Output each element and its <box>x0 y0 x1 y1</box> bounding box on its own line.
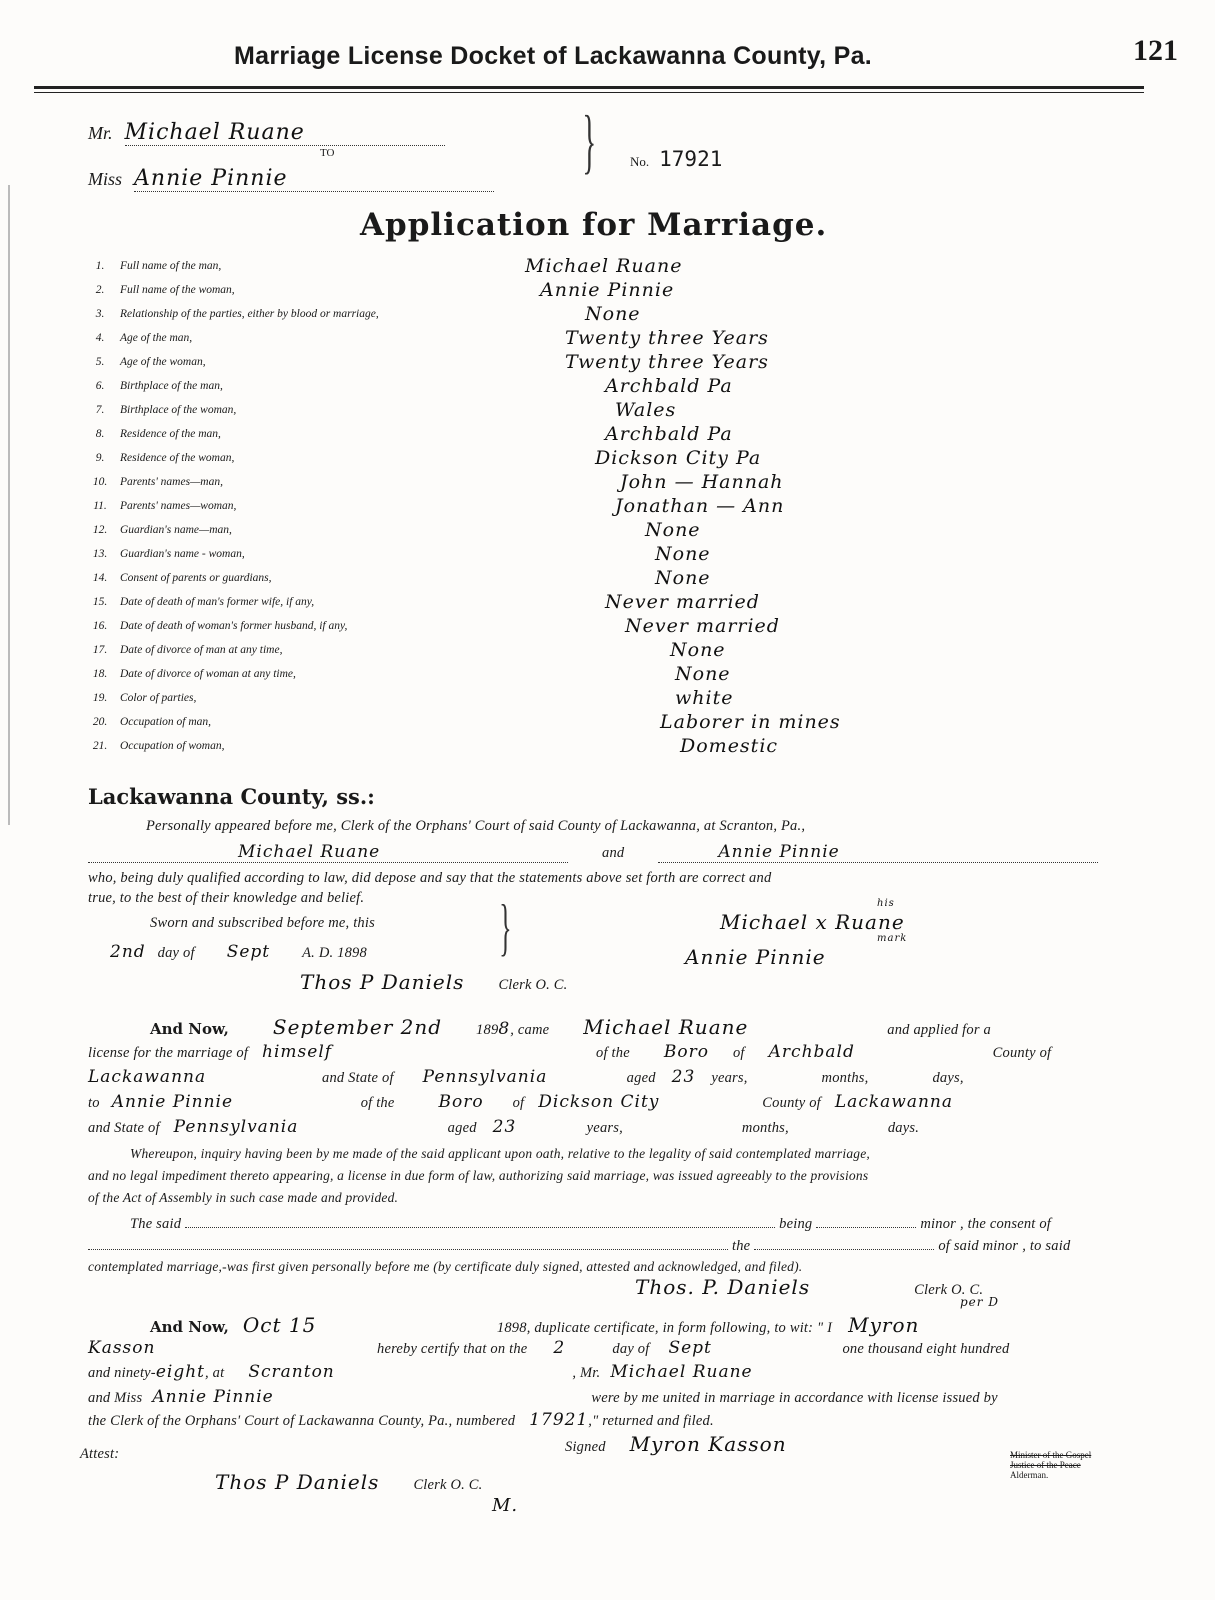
title-minister: Minister of the Gospel <box>1010 1450 1092 1460</box>
question-item: 11. Parents' names—woman, <box>93 500 237 512</box>
answer-item: None <box>655 567 711 589</box>
license-months2: months, <box>741 1120 789 1136</box>
contemplated-line: contemplated marriage,-was first given personally before me (by certificate duly signed, attested and acknowledged, and filed). <box>88 1259 803 1274</box>
license-to: to <box>88 1095 100 1111</box>
license-came-name: Michael Ruane <box>583 1015 749 1039</box>
attest-initials: M. <box>492 1495 519 1516</box>
answer-item: Laborer in mines <box>660 711 841 733</box>
license-county-of1: County of <box>992 1045 1052 1061</box>
answer-item: Archbald Pa <box>605 375 733 397</box>
clerk-label: Clerk O. C. <box>498 977 568 993</box>
clerk-label-2: Clerk O. C. <box>914 1282 984 1298</box>
sworn-day-of: day of <box>157 945 195 961</box>
miss-line <box>88 166 494 192</box>
license-came: , came <box>510 1022 550 1038</box>
license-aged2: aged <box>447 1120 477 1136</box>
question-item: 15. Date of death of man's former wife, if any, <box>92 596 315 608</box>
cert-line1 <box>150 1313 919 1337</box>
affidavit-line3: true, to the best of their knowledge and belief. <box>88 890 365 906</box>
license-town2: Dickson City <box>538 1092 660 1112</box>
cert-place: Scranton <box>248 1362 335 1382</box>
license-clerk <box>635 1275 983 1299</box>
cert-line3 <box>88 1362 753 1382</box>
answer-item: None <box>645 519 701 541</box>
question-item: 5. Age of the woman, <box>95 356 206 368</box>
cert-signed-line <box>565 1432 787 1456</box>
attest-clerk: Clerk O. C. <box>413 1477 483 1493</box>
cert-at: , at <box>205 1365 225 1381</box>
license-state1: Pennsylvania <box>422 1067 548 1087</box>
cert-ninety-hand: eight <box>155 1362 206 1382</box>
cert-and-now: And Now, <box>150 1318 229 1336</box>
question-item: 10. Parents' names—man, <box>92 476 223 488</box>
license-age1: 23 <box>671 1067 696 1087</box>
affidavit-name-woman: Annie Pinnie <box>658 842 1098 863</box>
license-of-the2: of the <box>360 1095 395 1111</box>
cert-and-miss: and Miss <box>88 1390 143 1406</box>
question-item: 8. Residence of the man, <box>95 428 221 440</box>
question-item: 20. Occupation of man, <box>92 716 212 728</box>
the-label: the <box>732 1238 751 1254</box>
said-label: The said <box>130 1216 182 1232</box>
affidavit-names-line <box>88 842 1098 863</box>
cert-date: Oct 15 <box>242 1313 317 1337</box>
sworn-text: Sworn and subscribed before me, this <box>150 915 375 931</box>
cert-groom: Michael Ruane <box>610 1362 753 1382</box>
license-year-prefix: 189 <box>476 1022 499 1038</box>
cert-month: Sept <box>668 1338 712 1358</box>
mr-label: Mr. <box>88 123 113 143</box>
cert-signature: Myron Kasson <box>629 1432 787 1456</box>
whereupon-line2: and no legal impediment thereto appearing, a license in due form of law, authorizing said marriage, was issued agreeably to the provisions <box>88 1168 869 1183</box>
license-woman-name: Annie Pinnie <box>111 1092 234 1112</box>
question-item: 13. Guardian's name - woman, <box>92 548 245 560</box>
question-item: 19. Color of parties, <box>92 692 197 704</box>
license-boro2: Boro <box>438 1092 484 1112</box>
to-said-label: , to said <box>1022 1238 1071 1254</box>
cert-one-thousand: one thousand eight hundred <box>842 1341 1010 1357</box>
attest-signature: Thos P Daniels <box>215 1470 380 1494</box>
answer-item: Never married <box>605 591 760 613</box>
attest-label: Attest: <box>80 1446 120 1462</box>
attest-line <box>215 1470 483 1494</box>
license-applied: and applied for a <box>887 1022 991 1038</box>
license-county2: Lackawanna <box>834 1092 953 1112</box>
margin-line <box>8 185 10 825</box>
license-state2: Pennsylvania <box>173 1117 299 1137</box>
license-of2: of <box>512 1095 525 1111</box>
answer-item: white <box>675 687 734 709</box>
signature-woman: Annie Pinnie <box>685 945 826 969</box>
license-line4 <box>88 1092 953 1112</box>
cert-signed-label: Signed <box>565 1439 606 1455</box>
clerk-signature: Thos P Daniels <box>300 970 465 994</box>
license-age2: 23 <box>492 1117 517 1137</box>
answer-item: Domestic <box>680 735 779 757</box>
title-justice: Justice of the Peace <box>1010 1460 1081 1470</box>
cert-duplicate: , duplicate certificate, in form following, to wit: " I <box>526 1320 833 1336</box>
sworn-month: Sept <box>226 942 271 962</box>
header-rule-thin <box>34 92 1144 93</box>
answer-item: Michael Ruane <box>525 255 683 277</box>
no-value: 17921 <box>659 147 723 171</box>
question-item: 21. Occupation of woman, <box>92 740 225 752</box>
question-item: 12. Guardian's name—man, <box>92 524 232 536</box>
cert-clerk-line: the Clerk of the Orphans' Court of Lackawanna County, Pa., numbered <box>88 1413 516 1429</box>
sworn-brace: } <box>499 891 512 962</box>
affidavit-and: and <box>602 845 625 861</box>
cert-year: 1898 <box>496 1320 527 1336</box>
miss-name: Annie Pinnie <box>134 166 494 192</box>
cert-hereby: hereby certify that on the <box>377 1341 528 1357</box>
answer-item: Never married <box>625 615 780 637</box>
clerk-per: per D <box>960 1295 999 1309</box>
cert-officiant-last: Kasson <box>88 1338 156 1358</box>
cert-line4 <box>88 1387 998 1407</box>
license-of1: of <box>732 1045 745 1061</box>
his-mark-top: his <box>877 898 895 909</box>
license-line2 <box>88 1042 1051 1062</box>
question-item: 2. Full name of the woman, <box>95 284 235 296</box>
cert-license-num: 17921 <box>529 1410 589 1430</box>
answer-item: Dickson City Pa <box>595 447 762 469</box>
license-number <box>630 147 722 171</box>
license-himself: himself <box>262 1042 333 1062</box>
cert-returned: ," returned and filed. <box>588 1413 714 1429</box>
of-minor-label: of said minor <box>938 1238 1019 1254</box>
cert-line2 <box>88 1338 1009 1358</box>
whereupon-line1: Whereupon, inquiry having been by me made of the said applicant upon oath, relative to the legality of said contemplated marriage, <box>130 1146 870 1161</box>
mr-name: Michael Ruane <box>125 120 445 146</box>
answer-item: Annie Pinnie <box>540 279 675 301</box>
county-heading: Lackawanna County, ss.: <box>88 784 375 809</box>
being-label: being <box>779 1216 813 1232</box>
cert-day: 2 <box>553 1338 566 1358</box>
signature-man: Michael x Ruane <box>720 910 905 934</box>
license-line3 <box>88 1067 964 1087</box>
title-alderman: Alderman. <box>1010 1470 1049 1480</box>
question-list <box>80 256 580 760</box>
cert-line5 <box>88 1410 714 1430</box>
license-years1: years, <box>711 1070 748 1086</box>
minor-label: minor <box>920 1216 957 1232</box>
license-days-end: days. <box>887 1120 920 1136</box>
affidavit-line2: who, being duly qualified according to law, did depose and say that the statements above set forth are correct and <box>88 870 772 886</box>
question-item: 14. Consent of parents or guardians, <box>92 572 272 584</box>
question-item: 1. Full name of the man, <box>95 260 222 272</box>
license-town1: Archbald <box>768 1042 855 1062</box>
answer-item: Archbald Pa <box>605 423 733 445</box>
license-days1: days, <box>932 1070 964 1086</box>
clerk-signature-2: Thos. P. Daniels <box>635 1275 811 1299</box>
no-label: No. <box>630 154 650 169</box>
his-mark-bottom: mark <box>877 933 908 944</box>
header-rule <box>34 86 1144 89</box>
license-of-the: of the <box>596 1045 630 1061</box>
license-county-of2: County of <box>762 1095 821 1111</box>
license-year-digit: 8 <box>498 1019 511 1039</box>
to-label: TO <box>320 147 335 159</box>
minor-line1 <box>130 1215 1051 1233</box>
sworn-year: A. D. 1898 <box>302 945 367 961</box>
application-title: Application for Marriage. <box>360 207 828 243</box>
page-number: 121 <box>1133 34 1178 67</box>
license-aged1: aged <box>626 1070 656 1086</box>
cert-united: were by me united in marriage in accordance with license issued by <box>591 1390 998 1406</box>
question-item: 4. Age of the man, <box>95 332 193 344</box>
affidavit-clerk <box>300 970 568 994</box>
answer-item: Jonathan — Ann <box>615 495 785 517</box>
question-item: 16. Date of death of woman's former husband, if any, <box>92 620 348 632</box>
miss-label: Miss <box>88 169 123 189</box>
answer-list <box>515 255 841 759</box>
license-boro1: Boro <box>663 1042 709 1062</box>
answer-item: None <box>585 303 641 325</box>
license-line1 <box>150 1015 991 1039</box>
answer-item: Twenty three Years <box>565 351 769 373</box>
license-line5 <box>88 1117 919 1137</box>
answer-item: None <box>675 663 731 685</box>
answer-item: Wales <box>615 399 677 421</box>
cert-bride: Annie Pinnie <box>152 1387 274 1407</box>
affidavit-name-man: Michael Ruane <box>88 842 568 863</box>
license-state-of1: and State of <box>322 1070 394 1086</box>
sworn-day: 2nd <box>110 942 146 962</box>
cert-mr: , Mr. <box>572 1365 601 1381</box>
license-state-of2: and State of <box>88 1120 160 1136</box>
license-county1: Lackawanna <box>88 1067 207 1087</box>
officiant-titles <box>1010 1450 1091 1480</box>
question-item: 7. Birthplace of the woman, <box>95 404 237 416</box>
question-item: 17. Date of divorce of man at any time, <box>92 644 283 656</box>
answer-item: None <box>670 639 726 661</box>
question-item: 9. Residence of the woman, <box>95 452 235 464</box>
party-brace: } <box>582 101 597 181</box>
docket-title: Marriage License Docket of Lackawanna County, Pa. <box>234 42 873 70</box>
mr-line <box>88 120 445 146</box>
cert-ninety: and ninety- <box>88 1365 156 1381</box>
answer-item: Twenty three Years <box>565 327 769 349</box>
license-months1: months, <box>821 1070 869 1086</box>
consent-label: , the consent of <box>960 1216 1052 1232</box>
answer-item: None <box>655 543 711 565</box>
license-date: September 2nd <box>272 1015 443 1039</box>
minor-line2 <box>88 1237 1070 1255</box>
and-now-label: And Now, <box>150 1020 229 1038</box>
question-item: 3. Relationship of the parties, either by blood or marriage, <box>95 308 379 320</box>
license-years2: years, <box>586 1120 623 1136</box>
sworn-date-line <box>110 942 367 962</box>
cert-officiant-first: Myron <box>848 1313 920 1337</box>
license-for-marriage: license for the marriage of <box>88 1045 249 1061</box>
affidavit-line1: Personally appeared before me, Clerk of the Orphans' Court of said County of Lackawanna, at Scranton, Pa., <box>146 818 806 834</box>
cert-day-of: day of <box>612 1341 650 1357</box>
question-item: 18. Date of divorce of woman at any time, <box>92 668 296 680</box>
whereupon-line3: of the Act of Assembly in such case made and provided. <box>88 1190 399 1205</box>
answer-item: John — Hannah <box>620 471 784 493</box>
question-item: 6. Birthplace of the man, <box>95 380 223 392</box>
